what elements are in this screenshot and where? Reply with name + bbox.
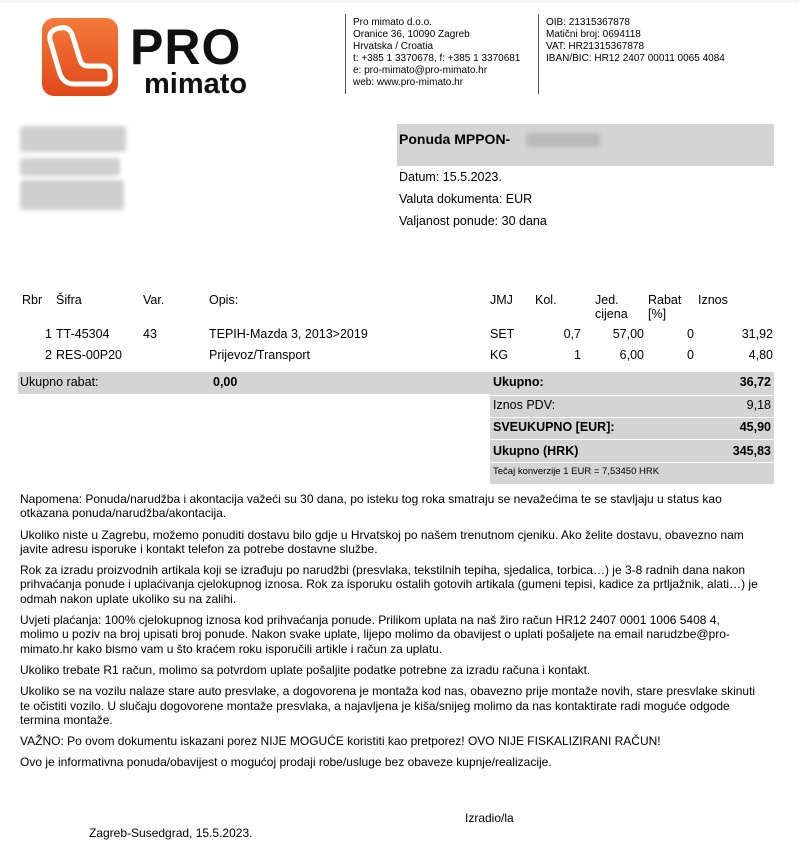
- totals-separator: [490, 462, 774, 463]
- company-country: Hrvatska / Croatia: [353, 41, 434, 53]
- offer-validity: Valjanost ponude: 30 dana: [399, 214, 547, 228]
- cell-rbr: 2: [45, 348, 52, 362]
- offer-title: Ponuda MPPON-: [399, 131, 511, 147]
- header-rbr: Rbr: [22, 293, 43, 307]
- table-row: [20, 348, 775, 369]
- header-kol: Kol.: [535, 293, 557, 307]
- pdv-label: Iznos PDV:: [493, 398, 556, 412]
- offer-date: Datum: 15.5.2023.: [399, 170, 502, 184]
- cell-rbr: 1: [45, 327, 52, 341]
- cell-sifra: RES-00P20: [56, 348, 123, 362]
- header-divider-right: [538, 14, 539, 94]
- header-var: Var.: [143, 293, 165, 307]
- totals-bar-ukupno: [18, 372, 774, 394]
- oib: OIB: 21315367878: [546, 17, 630, 28]
- note-production-time: Rok za izradu proizvodnih artikala koji se izrađuju po narudžbi (presvlaka, tekstilnih tepiha, sjedalica, torbica…) je 3-8 radnih dana nakon prihvaćanja ponude i uplaćivanja cjelokupnog iznosa. Rok za isporuku ostalih gotovih artikala (gumeni tepisi, kadice za prtljažnik, alati…) je odmah nakon uplate ukoliko su na zalihi.: [20, 563, 758, 606]
- cell-cijena: 57,00: [612, 327, 644, 341]
- registration-number: Matični broj: 0694118: [546, 29, 641, 41]
- redacted-offer-number: [526, 133, 600, 147]
- logo-primary-text: PRO: [130, 19, 242, 75]
- made-by-label: Izradio/la: [465, 811, 514, 825]
- note-validity: Napomena: Ponuda/narudžba i akontacija važeći su 30 dana, po isteku tog roka smatraju se nevažećima te se stavljaju u status kao otkazana ponuda/narudžba/akontacija.: [20, 492, 722, 521]
- table-header-row: [20, 293, 775, 327]
- header-rabat-label: Rabat: [648, 293, 682, 307]
- place-date: Zagreb-Susedgrad, 15.5.2023.: [89, 826, 253, 840]
- header-divider-left: [345, 14, 346, 94]
- note-delivery: Ukoliko niste u Zagrebu, možemo ponuditi dostavu bilo gdje u Hrvatskoj po našem trenutnom cjeniku. Ako želite dostavu, obavezno nam javite adresu isporuke i kontakt telefon za potrebe dostavne službe.: [20, 527, 744, 556]
- header-jed: Jed.: [595, 293, 619, 307]
- company-email: e: pro-mimato@pro-mimato.hr: [353, 65, 488, 77]
- header-cijena: cijena: [595, 307, 628, 321]
- table-row: [20, 327, 775, 348]
- cell-jmj: KG: [490, 348, 509, 362]
- company-phone: t: +385 1 3370678, f: +385 1 3370681: [353, 53, 521, 65]
- cell-iznos: 31,92: [741, 327, 773, 341]
- redacted-customer-address: [20, 158, 120, 176]
- seat-icon: [42, 18, 118, 96]
- conversion-rate: Tečaj konverzije 1 EUR = 7,53450 HRK: [493, 466, 660, 477]
- cell-cijena: 6,00: [619, 348, 644, 362]
- header-jmj: JMJ: [490, 293, 513, 307]
- company-web: web: www.pro-mimato.hr: [353, 77, 464, 89]
- logo-secondary-text: mimato: [144, 68, 248, 98]
- company-logo: [40, 16, 310, 98]
- note-tax-warning: VAŽNO: Po ovom dokumentu iskazani porez NIJE MOGUĆE koristiti kao pretporez! OVO NIJE FISKALIZIRANI RAČUN!: [20, 734, 661, 749]
- totals-separator: [490, 417, 774, 418]
- company-address: Oranice 36, 10090 Zagreb: [353, 29, 470, 41]
- cell-opis: Prijevoz/Transport: [209, 348, 310, 362]
- note-payment: Uvjeti plaćanja: 100% cjelokupnog iznosa kod prihvaćanja ponude. Prilikom uplata na naš žiro račun HR12 2407 0001 1006 5408 4, molimo u poziv na broj upisati broj ponude. Nakon svake uplate, lijepo molimo da obavijest o uplati pošaljete na email narudzbe@pro-mimato.hr kako bismo vam u što kraćem roku isporučili artikle i račun za uplatu.: [20, 613, 730, 656]
- header-jed-cijena: [583, 293, 646, 327]
- top-edge: [0, 0, 799, 3]
- redacted-customer-city: [20, 180, 124, 210]
- header-opis: Opis:: [209, 293, 239, 307]
- ukupno-value: 36,72: [739, 375, 771, 389]
- company-ids: [546, 17, 725, 65]
- hrk-value: 345,83: [732, 444, 771, 458]
- hrk-label: Ukupno (HRK): [493, 444, 579, 458]
- cell-kol: 1: [574, 348, 581, 362]
- redacted-customer-name: [20, 126, 126, 152]
- header-iznos: Iznos: [698, 293, 728, 307]
- cell-iznos: 4,80: [748, 348, 773, 362]
- cell-jmj: SET: [490, 327, 515, 341]
- vat-number: VAT: HR21315367878: [546, 41, 645, 53]
- totals-separator: [490, 395, 774, 396]
- rabat-value: 0,00: [213, 375, 238, 389]
- cell-sifra: TT-45304: [56, 327, 110, 341]
- sveukupno-label: SVEUKUPNO [EUR]:: [493, 420, 615, 434]
- company-name: Pro mimato d.o.o.: [353, 17, 432, 28]
- cell-rabat: 0: [687, 348, 694, 362]
- cell-opis: TEPIH-Mazda 3, 2013>2019: [209, 327, 368, 341]
- pdv-value: 9,18: [746, 398, 771, 412]
- company-info: [353, 17, 520, 90]
- rabat-label: Ukupno rabat:: [20, 375, 99, 389]
- notes-section: [20, 492, 760, 777]
- iban: IBAN/BIC: HR12 2407 00011 0065 4084: [546, 53, 725, 65]
- items-table: [20, 293, 775, 369]
- sveukupno-value: 45,90: [739, 420, 771, 434]
- ukupno-label: Ukupno:: [493, 375, 544, 389]
- cell-kol: 0,7: [563, 327, 581, 341]
- offer-currency: Valuta dokumenta: EUR: [399, 192, 533, 206]
- header-rabat-unit: [%]: [648, 307, 667, 321]
- note-informative: Ovo je informativna ponuda/obavijest o mogućoj prodaji robe/usluge bez obaveze kupnje/realizacije.: [20, 755, 552, 770]
- header-sifra: Šifra: [56, 293, 82, 307]
- cell-rabat: 0: [687, 327, 694, 341]
- totals-separator: [490, 439, 774, 440]
- note-installation: Ukoliko se na vozilu nalaze stare auto presvlake, a dogovorena je montaža kod nas, obavezno prije montaže novih, stare presvlake skinuti te očistiti vozilo. U slučaju dogovorene montaže presvlaka, a najavljena je kiša/snijeg molimo da nas kontaktirate radi moguće odgode termina montaže.: [20, 684, 756, 727]
- header-rabat: [646, 293, 696, 327]
- cell-var: [141, 348, 207, 369]
- note-r1-invoice: Ukoliko trebate R1 račun, molimo sa potvrdom uplate pošaljite podatke potrebne za izradu računa i kontakt.: [20, 662, 591, 677]
- cell-var: 43: [143, 327, 157, 341]
